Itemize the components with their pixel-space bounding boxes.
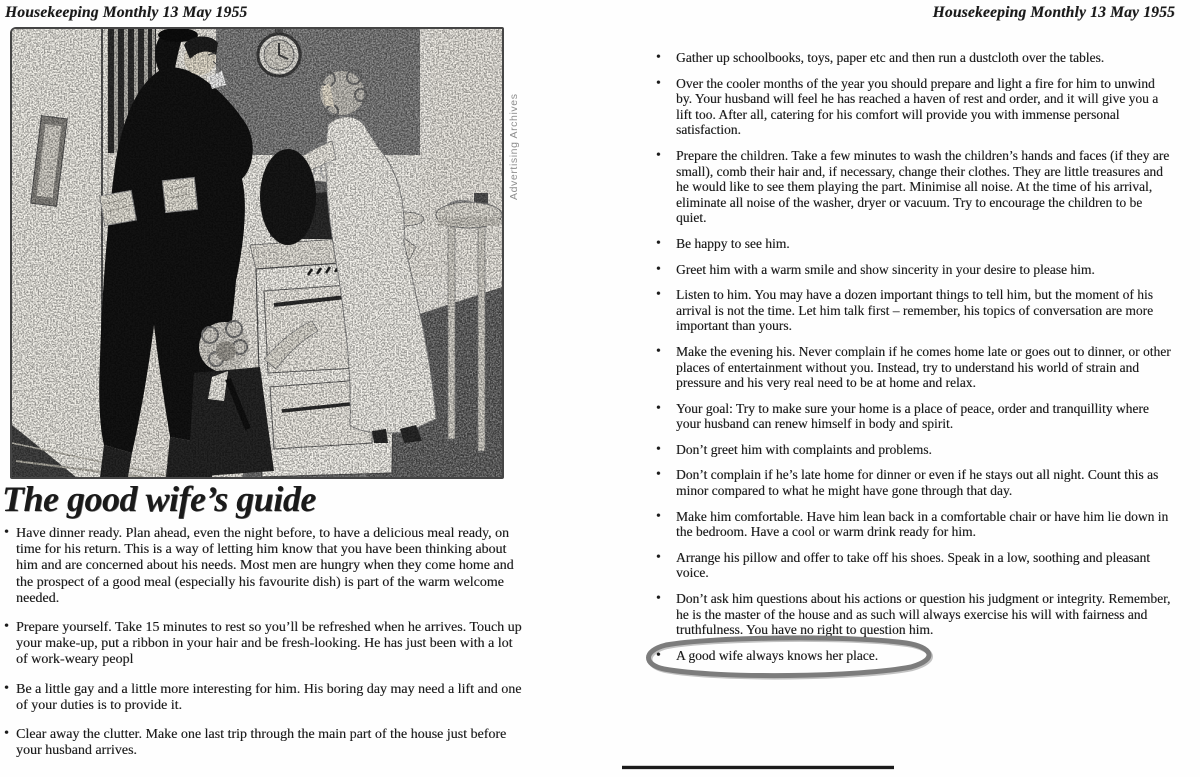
bullet-icon: • xyxy=(656,466,661,482)
list-item xyxy=(656,262,1173,278)
bullet-icon: • xyxy=(656,590,661,606)
list-item xyxy=(656,591,1173,638)
list-item-text: Be happy to see him. xyxy=(676,235,790,251)
bullet-icon: • xyxy=(4,525,9,540)
list-item xyxy=(656,236,1173,252)
list-item-text: Your goal: Try to make sure your home is a place of peace, order and tranquillity where your husband can renew himself in body and spirit. xyxy=(676,400,1149,432)
list-item-circled xyxy=(656,648,1173,664)
article-headline: The good wife’s guide xyxy=(2,479,316,519)
header-right: Housekeeping Monthly 13 May 1955 xyxy=(932,4,1175,21)
bullet-icon: • xyxy=(656,440,661,456)
kitchen-illustration-art xyxy=(12,29,502,477)
list-item xyxy=(4,682,526,714)
bullet-icon: • xyxy=(656,234,661,250)
bullet-icon: • xyxy=(656,74,661,90)
list-item-text: Don’t greet him with complaints and problems. xyxy=(676,441,932,457)
list-item xyxy=(656,76,1173,138)
list-item-text: Arrange his pillow and offer to take off his shoes. Speak in a low, soothing and pleasant voice. xyxy=(676,549,1151,581)
kitchen-illustration xyxy=(10,27,504,479)
bullet-icon: • xyxy=(656,146,661,162)
list-item-text: Don’t ask him questions about his actions or question his judgment or integrity. Remember, he is the master of the house and as such will always exercise his will with fairness and truthfulness. You have no right to question him. xyxy=(676,591,1171,638)
list-item-text: Over the cooler months of the year you should prepare and light a fire for him to unwind by. Your husband will feel he has reached a haven of rest and order, and it will give you a lift too. After all, catering for his comfort will provide you with immense personal satisfaction. xyxy=(676,75,1159,138)
list-item-text: Clear away the clutter. Make one last trip through the main part of the house just before your husband arrives. xyxy=(16,727,507,759)
list-item-text: Have dinner ready. Plan ahead, even the night before, to have a delicious meal ready, on time for his return. This is a way of letting him know that you have been thinking about him and are concerned about his needs. Most men are hungry when they come home and the prospect of a good meal (especially his favourite dish) is part of the warm welcome needed. xyxy=(16,526,514,606)
list-item xyxy=(656,401,1173,432)
photo-credit: Advertising Archives xyxy=(508,93,520,200)
list-item xyxy=(4,727,526,759)
list-item-text: Don’t complain if he’s late home for dinner or even if he stays out all night. Count this as minor compared to what he might have gone through that day. xyxy=(676,467,1159,499)
list-item-text: Listen to him. You may have a dozen important things to tell him, but the moment of his arrival is not the time. Let him talk first – remember, his topics of conversation are more important than yours. xyxy=(676,287,1154,334)
list-item xyxy=(656,50,1173,66)
list-item xyxy=(656,509,1173,540)
list-item xyxy=(656,442,1173,458)
guide-list-left xyxy=(4,526,526,772)
guide-list-right xyxy=(656,50,1173,673)
list-item xyxy=(656,148,1173,226)
bullet-icon: • xyxy=(4,680,9,696)
bullet-icon: • xyxy=(4,726,9,742)
bullet-icon: • xyxy=(656,286,661,302)
list-item-text: Make the evening his. Never complain if he comes home late or goes out to dinner, or other places of entertainment without you. Instead, try to understand his world of strain and pressure and his very real need to be at home and relax. xyxy=(676,343,1171,391)
list-item xyxy=(656,550,1173,581)
list-item-text: Greet him with a warm smile and show sincerity in your desire to please him. xyxy=(676,261,1095,277)
bullet-icon: • xyxy=(656,399,661,415)
end-rule xyxy=(622,766,894,769)
list-item-text: Prepare the children. Take a few minutes to wash the children’s hands and faces (if they are small), comb their hair and, if necessary, change their clothes. They are little treasures and he would like to see them playing the part. Minimise all noise. At the time of his arrival, eliminate all noise of the washer, dryer or vacuum. Try to encourage the children to be quiet. xyxy=(676,147,1170,226)
bullet-icon: • xyxy=(656,260,661,276)
list-item xyxy=(4,526,526,607)
list-item xyxy=(4,620,526,669)
bullet-icon: • xyxy=(656,646,661,662)
list-item xyxy=(656,344,1173,391)
bullet-icon: • xyxy=(656,342,661,358)
list-item-text: Be a little gay and a little more interesting for him. His boring day may need a lift and one of your duties is to provide it. xyxy=(16,681,522,713)
list-item xyxy=(656,467,1173,498)
header-left: Housekeeping Monthly 13 May 1955 xyxy=(5,4,248,21)
bullet-icon: • xyxy=(656,548,661,564)
bullet-icon: • xyxy=(656,507,661,523)
bullet-icon: • xyxy=(4,619,9,635)
list-item-text: Gather up schoolbooks, toys, paper etc and then run a dustcloth over the tables. xyxy=(676,50,1105,65)
list-item-text: Prepare yourself. Take 15 minutes to rest so you’ll be refreshed when he arrives. Touch up your make-up, put a ribbon in your hair and be fresh-looking. He has just been with a lot of work-weary peopl xyxy=(16,620,522,668)
bullet-icon: • xyxy=(656,49,661,64)
list-item-text: Make him comfortable. Have him lean back in a comfortable chair or have him lie down in the bedroom. Have a cool or warm drink ready for him. xyxy=(676,508,1169,540)
list-item-text: A good wife always knows her place. xyxy=(676,647,879,663)
list-item xyxy=(656,287,1173,334)
